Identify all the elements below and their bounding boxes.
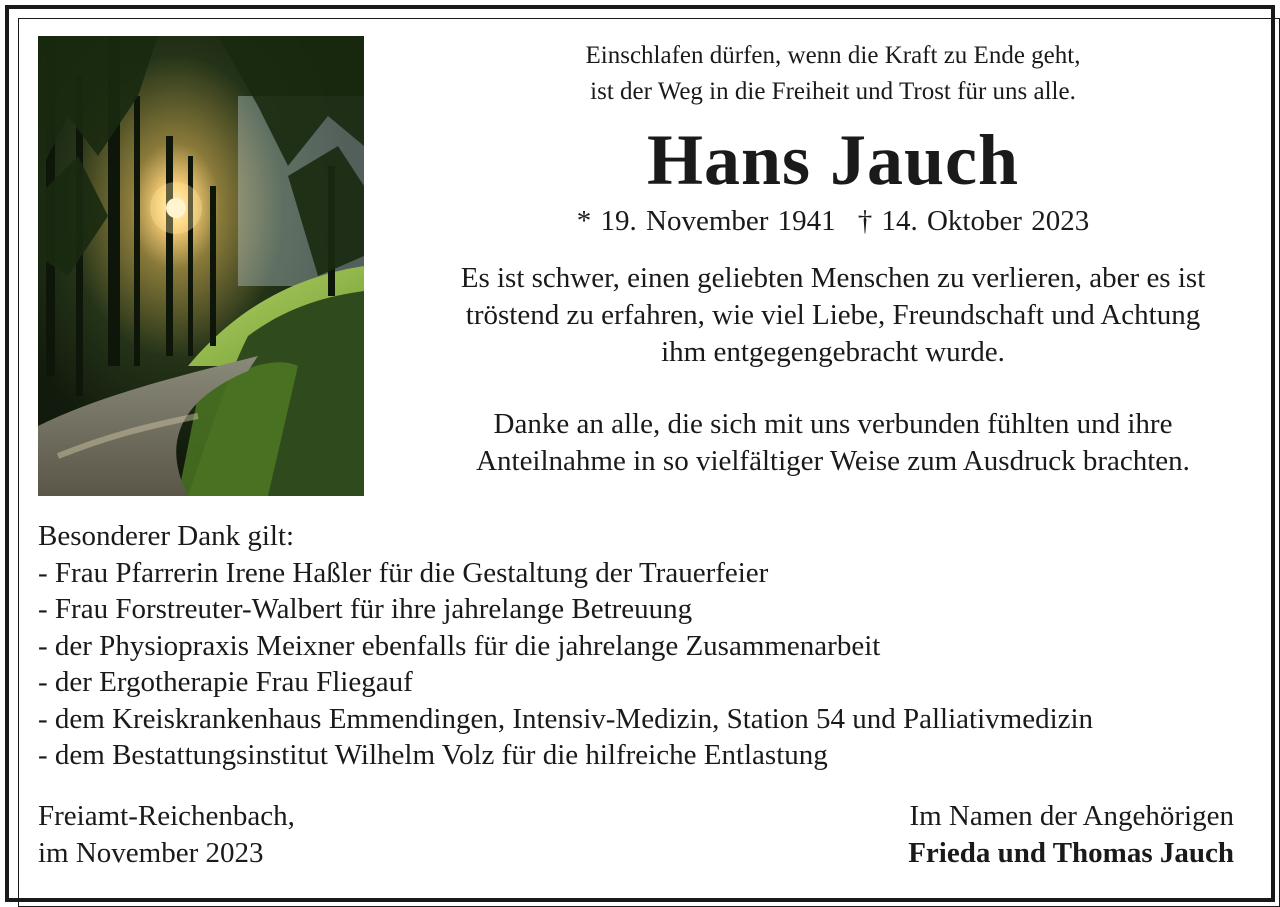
paragraph-line: Es ist schwer, einen geliebten Menschen zu verlieren, aber es ist: [460, 262, 1206, 294]
motto-line: Einschlafen dürfen, wenn die Kraft zu Ende geht,: [585, 42, 1081, 69]
list-item: - dem Kreiskrankenhaus Emmendingen, Intensiv-Medizin, Station 54 und Palliativmedizin: [38, 702, 1094, 735]
list-item: - der Physiopraxis Meixner ebenfalls für die jahrelange Zusammenarbeit: [38, 629, 881, 662]
list-item: - Frau Forstreuter-Walbert für ihre jahrelange Betreuung: [38, 593, 693, 625]
date-line: im November 2023: [38, 837, 264, 869]
special-thanks-list: [38, 518, 1248, 774]
signature-intro: Im Namen der Angehörigen: [909, 800, 1234, 832]
deceased-name: Hans Jauch: [646, 120, 1020, 200]
place-line: Freiamt-Reichenbach,: [38, 800, 295, 832]
list-item: - dem Bestattungsinstitut Wilhelm Volz für die hilfreiche Entlastung: [38, 739, 828, 771]
thanks-heading: Besonderer Dank gilt:: [38, 520, 295, 552]
motto-verse: [400, 38, 1266, 110]
motto-line: ist der Weg in die Freiheit und Trost für uns alle.: [590, 78, 1076, 105]
forest-path-photo: [38, 36, 364, 496]
place-and-date: [38, 798, 295, 872]
gratitude-paragraph: [400, 406, 1266, 480]
list-item: - der Ergotherapie Frau Fliegauf: [38, 666, 413, 698]
list-item: - Frau Pfarrerin Irene Haßler für die Gestaltung der Trauerfeier: [38, 556, 769, 589]
paragraph-line: tröstend zu erfahren, wie viel Liebe, Freundschaft und Achtung: [465, 299, 1201, 331]
signature-names: Frieda und Thomas Jauch: [908, 837, 1234, 869]
paragraph-line: ihm entgegengebracht wurde.: [661, 336, 1005, 368]
forest-path-image: [38, 36, 364, 496]
life-dates: [400, 202, 1266, 240]
paragraph-line: Danke an alle, die sich mit uns verbunden fühlten und ihre: [493, 408, 1173, 440]
death-date: † 14. Oktober 2023: [857, 205, 1090, 237]
paragraph-line: Anteilnahme in so vielfältiger Weise zum Ausdruck brachten.: [476, 445, 1190, 477]
birth-date: * 19. November 1941: [576, 205, 836, 237]
condolence-paragraph: [400, 260, 1266, 371]
signature-block: [908, 798, 1234, 872]
